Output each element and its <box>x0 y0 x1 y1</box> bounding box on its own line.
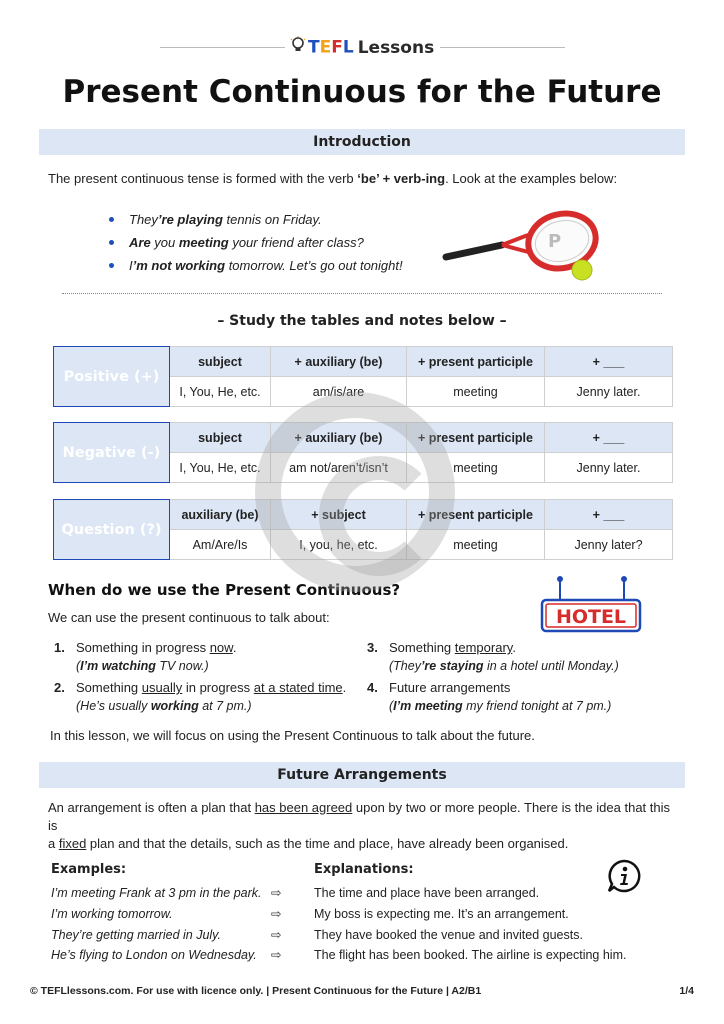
arrow-icon: ⇨ <box>271 907 282 921</box>
section-band-future: Future Arrangements <box>39 762 685 788</box>
copyright-watermark-icon <box>255 392 455 592</box>
table-header: + present participle <box>407 347 545 377</box>
explanation-row: The flight has been booked. The airline is expecting him. <box>314 948 627 962</box>
list-item: I’m not working tomorrow. Let’s go out tonight! <box>105 254 403 277</box>
logo-letter: L <box>342 37 354 58</box>
table-cell: I, You, He, etc. <box>170 453 271 483</box>
table-cell: I, you, he, etc. <box>271 530 407 560</box>
footer-text: © TEFLlessons.com. For use with licence only. | Present Continuous for the Future | A2/B1 <box>30 985 482 997</box>
example-row: I’m meeting Frank at 3 pm in the park. <box>51 886 262 900</box>
intro-text <box>48 170 617 188</box>
logo-letter: E <box>319 37 332 58</box>
logo-letter: T <box>308 37 320 58</box>
page-number: 1/4 <box>679 985 694 997</box>
logo-line-right <box>440 47 565 48</box>
table-cell: meeting <box>407 377 545 407</box>
table-label: Negative (-) <box>54 423 170 483</box>
table-header: auxiliary (be) <box>170 500 271 530</box>
example-row: They’re getting married in July. <box>51 928 221 942</box>
arrow-icon: ⇨ <box>271 886 282 900</box>
table-cell: Jenny later. <box>545 453 673 483</box>
use-item-1: 1. Something in progress now. (I’m watching TV now.) <box>54 640 237 673</box>
table-label: Positive (+) <box>54 347 170 407</box>
table-cell: meeting <box>407 453 545 483</box>
study-heading: – Study the tables and notes below – <box>217 313 507 329</box>
table-cell: Am/Are/Is <box>170 530 271 560</box>
table-cell: meeting <box>407 530 545 560</box>
when-intro: We can use the present continuous to talk about: <box>48 610 330 625</box>
example-row: I’m working tomorrow. <box>51 907 173 921</box>
table-cell: Jenny later. <box>545 377 673 407</box>
table-header: + auxiliary (be) <box>271 423 407 453</box>
examples-heading: Examples: <box>51 862 127 877</box>
intro-text-post: . Look at the examples below: <box>445 171 618 186</box>
list-item: Are you meeting your friend after class? <box>105 231 403 254</box>
table-header: subject <box>170 347 271 377</box>
section-band-introduction: Introduction <box>39 129 685 155</box>
tennis-racket-icon <box>440 205 600 285</box>
list-item: They’re playing tennis on Friday. <box>105 208 403 231</box>
arrow-icon: ⇨ <box>271 948 282 962</box>
explanations-heading: Explanations: <box>314 862 414 877</box>
logo-word: Lessons <box>357 37 435 58</box>
table-label: Question (?) <box>54 500 170 560</box>
example-list <box>105 208 403 277</box>
info-icon <box>606 858 642 894</box>
hotel-sign-icon <box>538 575 644 635</box>
table-cell: Jenny later? <box>545 530 673 560</box>
logo-letter: F <box>331 37 343 58</box>
use-item-4: 4. Future arrangements (I’m meeting my friend tonight at 7 pm.) <box>367 680 612 713</box>
table-header: + subject <box>271 500 407 530</box>
hotel-sign-text: HOTEL <box>555 606 627 628</box>
when-heading: When do we use the Present Continuous? <box>48 581 401 599</box>
future-paragraph: An arrangement is often a plan that has been agreed upon by two or more people. There is the idea that this is a fixed plan and that the details, such as the time and place, have already been organised. <box>48 800 671 851</box>
table-header: + ___ <box>545 423 673 453</box>
explanation-row: My boss is expecting me. It’s an arrangement. <box>314 907 569 921</box>
table-header: + ___ <box>545 347 673 377</box>
table-cell: am not/aren’t/isn’t <box>271 453 407 483</box>
intro-text-pre: The present continuous tense is formed with the verb <box>48 171 358 186</box>
focus-text: In this lesson, we will focus on using the Present Continuous to talk about the future. <box>50 728 535 743</box>
table-header: + present participle <box>407 500 545 530</box>
explanation-row: They have booked the venue and invited guests. <box>314 928 583 942</box>
arrow-icon: ⇨ <box>271 928 282 942</box>
table-header: + present participle <box>407 423 545 453</box>
example-row: He’s flying to London on Wednesday. <box>51 948 257 962</box>
page-title: Present Continuous for the Future <box>62 74 662 110</box>
table-header: + auxiliary (be) <box>271 347 407 377</box>
use-item-2: 2. Something usually in progress at a stated time. (He’s usually working at 7 pm.) <box>54 680 347 713</box>
intro-text-bold: ‘be’ + verb-ing <box>357 171 446 186</box>
use-item-3: 3. Something temporary. (They’re staying in a hotel until Monday.) <box>367 640 619 673</box>
table-cell: am/is/are <box>271 377 407 407</box>
table-header: subject <box>170 423 271 453</box>
logo-line-left <box>160 47 285 48</box>
explanation-row: The time and place have been arranged. <box>314 886 540 900</box>
lightbulb-icon <box>290 36 306 59</box>
divider <box>62 293 662 294</box>
tefl-logo <box>290 36 440 60</box>
table-header: + ___ <box>545 500 673 530</box>
svg-text:P: P <box>548 231 562 252</box>
table-cell: I, You, He, etc. <box>170 377 271 407</box>
